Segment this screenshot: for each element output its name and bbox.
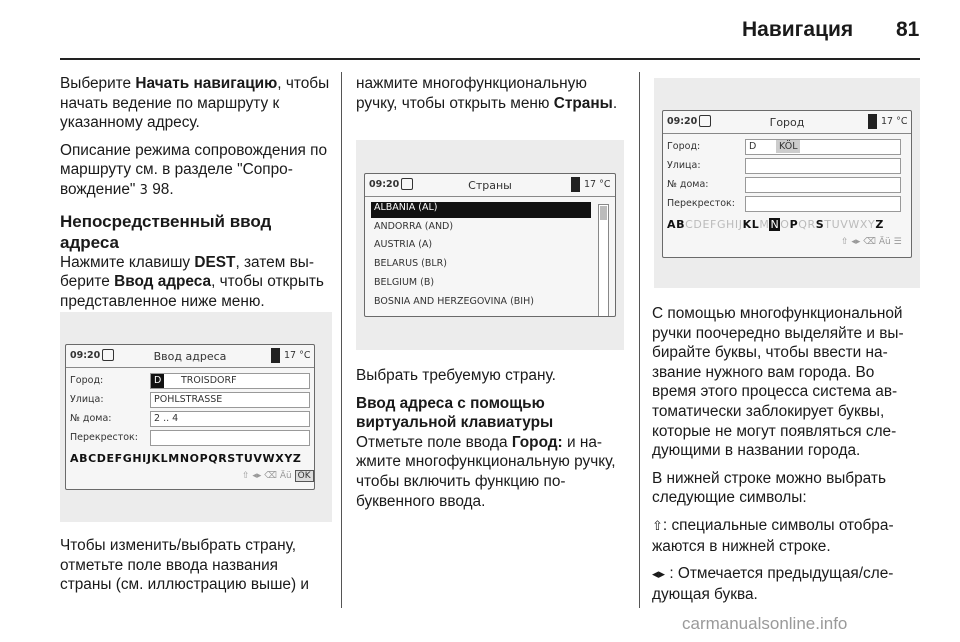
watermark: carmanualsonline.info [682, 614, 848, 633]
paragraph-start-nav: Выберите Начать навигацию, чтобы начать ведение по маршруту к указанному адресу. [60, 75, 330, 132]
paragraph-select-letters: С помощью многофункциональной ручки поочередно выделяйте и выбирайте буквы, чтобы ввести название нужного вам города. Во время этого процесса система автоматически заблокирует буквы, которые не могут появляться следующими в названии города. [652, 305, 904, 460]
screen-title: Город [769, 116, 805, 129]
screen-address-entry [65, 344, 315, 490]
alphabet-row[interactable]: ABCDEFGHIJKLMNOPQRSTUVWXYZ [667, 218, 884, 231]
column-1-bottom [60, 536, 332, 603]
menu-term-start-nav: Начать навигацию [135, 75, 278, 92]
country-code[interactable]: D [151, 374, 164, 388]
section-heading-virtual-keyboard: Ввод адреса с помощью виртуальной клавиатуры [356, 394, 554, 432]
page-number: 81 [896, 18, 920, 41]
temperature-icon [571, 177, 580, 192]
house-field[interactable] [745, 177, 901, 193]
label-crossing: Перекресток: [70, 432, 138, 443]
row-house [667, 177, 907, 192]
city-field[interactable] [745, 139, 901, 155]
label-house: № дома: [70, 413, 112, 424]
label-street: Улица: [70, 394, 104, 405]
bullet-special-chars: ⇧: специальные символы отображаются в нижней строке. [652, 516, 894, 555]
row-city [70, 373, 310, 388]
section-heading-direct-entry: Непосредственный ввод адреса [60, 211, 272, 252]
list-item[interactable]: BOSNIA AND HERZEGOVINA (BIH) [374, 296, 534, 307]
country-code[interactable]: D [749, 141, 757, 152]
screen-city [662, 110, 912, 258]
list-scrollbar[interactable] [598, 204, 609, 317]
screen-title: Ввод адреса [153, 350, 227, 363]
key-term-dest: DEST [194, 253, 236, 271]
paragraph-mark-city: Отметьте поле ввода Город: и нажмите многофункциональную ручку, чтобы включить функцию побуквенного ввода. [356, 433, 616, 510]
screen-countries [364, 173, 616, 317]
menu-term-countries: Страны [553, 94, 613, 112]
column-2-top [356, 74, 624, 121]
figure-countries [356, 140, 624, 350]
special-keys[interactable]: ⇧ ◂▸ ⌫ Äü OK [242, 470, 314, 482]
street-value: POHLSTRASSE [154, 394, 223, 405]
scrollbar-thumb[interactable] [600, 206, 607, 220]
bullet-prev-next: ◂▸ : Отмечается предыдущая/следующая буква. [652, 565, 894, 603]
temperature: 17 °C [881, 116, 908, 127]
figure-city-entry [654, 78, 920, 288]
column-3-bottom [652, 304, 922, 612]
temperature-icon [868, 114, 877, 129]
street-field[interactable] [150, 392, 310, 408]
paragraph-guidance-ref: Описание режима сопровождения по маршруту см. в разделе "Сопровождение" 3 98. [60, 141, 328, 198]
page-header-title: Навигация [742, 18, 854, 41]
screen-title: Страны [468, 179, 512, 192]
city-field[interactable] [150, 373, 310, 389]
row-crossing [70, 430, 310, 445]
status-bar [66, 345, 314, 368]
house-value: 2 .. 4 [154, 413, 179, 424]
row-house [70, 411, 310, 426]
list-item[interactable]: BELGIUM (B) [374, 277, 435, 288]
ok-button[interactable]: OK [295, 470, 314, 482]
paragraph-bottom-row: В нижней строке можно выбрать следующие символы: [652, 469, 886, 507]
menu-term-address-entry: Ввод адреса [114, 273, 212, 291]
temperature: 17 °C [284, 350, 311, 361]
label-city: Город: [70, 375, 104, 386]
column-divider-2 [639, 72, 640, 608]
clock-time: 09:20 [369, 179, 400, 190]
house-field[interactable] [150, 411, 310, 427]
label-house: № дома: [667, 179, 709, 190]
clock-time: 09:20 [70, 350, 101, 361]
list-item[interactable]: AUSTRIA (A) [374, 239, 433, 250]
list-item[interactable]: BELARUS (BLR) [374, 258, 447, 269]
column-divider-1 [341, 72, 342, 608]
list-item-selected[interactable]: ALBANIA (AL) [371, 202, 591, 218]
arrows-icon: ◂▸ [652, 567, 666, 583]
row-street [70, 392, 310, 407]
label-crossing: Перекресток: [667, 198, 735, 209]
shift-icon: ⇧ [652, 518, 663, 534]
row-city [667, 139, 907, 154]
paragraph-open-countries: нажмите многофункциональную ручку, чтобы открыть меню Страны. [356, 75, 618, 112]
column-1-top [60, 74, 332, 319]
figure-address-entry [60, 312, 332, 522]
paragraph-change-country: Чтобы изменить/выбрать страну, отметьте поле ввода названия страны (см. иллюстрацию выше) и [60, 537, 309, 594]
crossing-field[interactable] [745, 196, 901, 212]
temperature: 17 °C [584, 179, 611, 190]
clock-time: 09:20 [667, 116, 698, 127]
paragraph-press-dest: Нажмите клавишу DEST, затем выберите Ввод адреса, чтобы открыть представленное ниже меню. [60, 253, 324, 310]
crossing-field[interactable] [150, 430, 310, 446]
row-crossing [667, 196, 907, 211]
special-keys[interactable]: ⇧ ◂▸ ⌫ Äü ☰ [841, 237, 902, 247]
status-bar [365, 174, 615, 197]
header-rule [60, 58, 920, 60]
page-ref-icon: 3 [139, 182, 148, 198]
temperature-icon [271, 348, 280, 363]
row-street [667, 158, 907, 173]
city-value: TROISDORF [181, 375, 237, 386]
street-field[interactable] [745, 158, 901, 174]
alphabet-row[interactable]: ABCDEFGHIJKLMNOPQRSTUVWXYZ [70, 452, 302, 465]
label-street: Улица: [667, 160, 701, 171]
status-bar [663, 111, 911, 134]
column-2-bottom [356, 366, 624, 519]
city-value: KÖL [776, 140, 800, 153]
field-term-city: Город: [511, 433, 563, 451]
list-item[interactable]: ANDORRA (AND) [374, 221, 454, 232]
label-city: Город: [667, 141, 701, 152]
paragraph-select-country: Выбрать требуемую страну. [356, 367, 556, 384]
selected-letter[interactable]: N [770, 218, 780, 231]
